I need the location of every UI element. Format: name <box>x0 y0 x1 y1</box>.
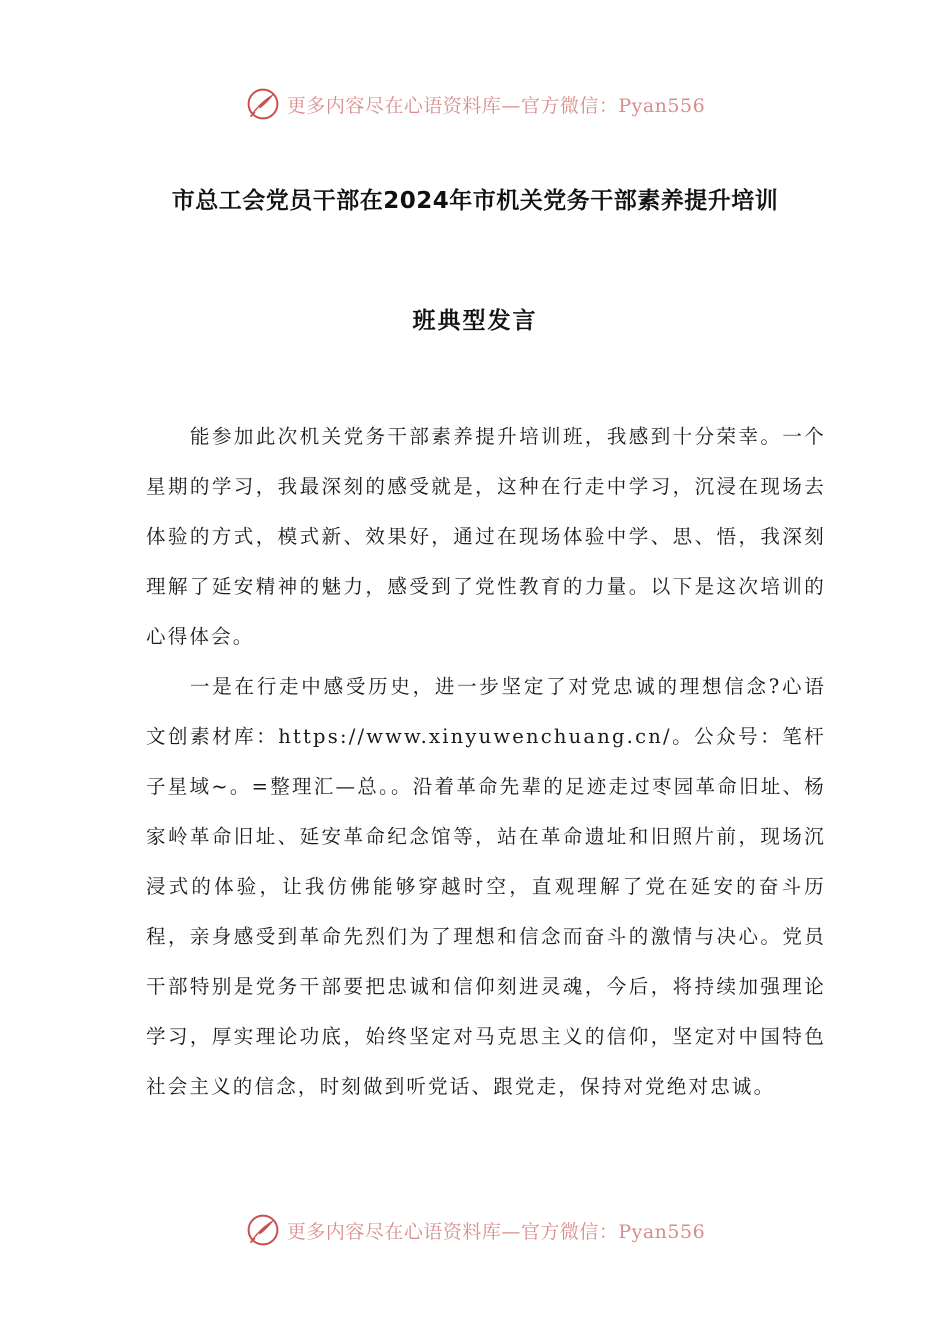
watermark-text: 更多内容尽在心语资料库—官方微信：Pyan556 <box>286 94 706 117</box>
document-title-line-1: 市总工会党员干部在2024年市机关党务干部素养提升培训 <box>171 188 779 214</box>
quill-pen-logo-icon <box>245 86 281 122</box>
quill-pen-logo-icon <box>245 1212 281 1248</box>
footer-watermark <box>0 1210 950 1250</box>
watermark-text: 更多内容尽在心语资料库—官方微信：Pyan556 <box>286 1220 706 1243</box>
document-body <box>146 412 826 1112</box>
document-title-line-2: 班典型发言 <box>412 308 538 334</box>
paragraph-intro: 能参加此次机关党务干部素养提升培训班，我感到十分荣幸。一个星期的学习，我最深刻的感受就是，这种在行走中学习，沉浸在现场去体验的方式，模式新、效果好，通过在现场体验中学、思、悟，我深刻理解了延安精神的魅力，感受到了党性教育的力量。以下是这次培训的心得体会。 <box>146 425 826 648</box>
header-watermark <box>0 84 950 124</box>
paragraph-point-one: 一是在行走中感受历史，进一步坚定了对党忠诚的理想信念?心语文创素材库：https://www.xinyuwenchuang.cn/。公众号：笔杆子星域~。=整理汇—总。。沿着革命先辈的足迹走过枣园革命旧址、杨家岭革命旧址、延安革命纪念馆等，站在革命遗址和旧照片前，现场沉浸式的体验，让我仿佛能够穿越时空，直观理解了党在延安的奋斗历程，亲身感受到革命先烈们为了理想和信念而奋斗的激情与决心。党员干部特别是党务干部要把忠诚和信仰刻进灵魂，今后，将持续加强理论学习，厚实理论功底，始终坚定对马克思主义的信仰，坚定对中国特色社会主义的信念，时刻做到听党话、跟党走，保持对党绝对忠诚。 <box>146 675 826 1098</box>
